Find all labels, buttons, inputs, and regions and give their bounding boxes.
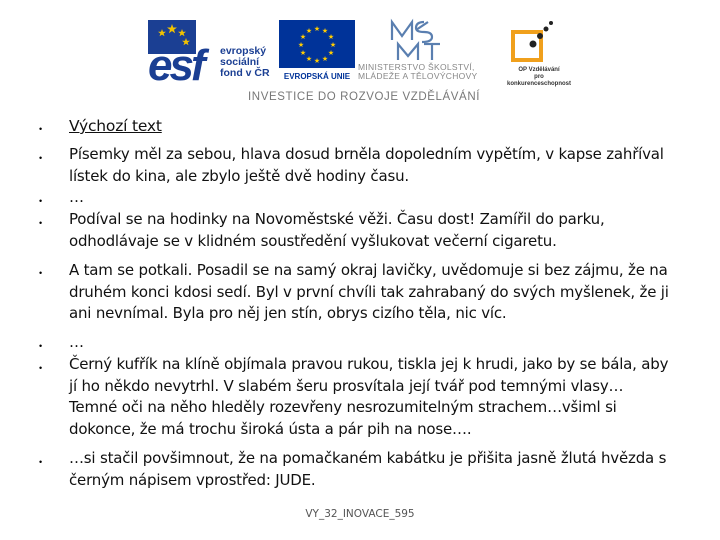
op-caption: OP Vzdělávání pro konkurenceschopnost [506, 67, 571, 87]
list-item: Podíval se na hodinky na Novoměstské věži. Času dost! Zamířil do parku, odhodlávaje se v klidném soustředění vyšlukovat večerní cigaretu. [69, 210, 605, 250]
svg-text:★: ★ [329, 41, 337, 49]
svg-text:★: ★ [327, 49, 335, 57]
op-logo [503, 18, 575, 87]
bullet-icon: • [39, 341, 43, 351]
bullet-icon: • [39, 153, 43, 163]
bullet-icon: • [39, 124, 43, 134]
bullet-icon: • [39, 196, 43, 206]
bullet-icon: • [39, 363, 43, 373]
svg-text:★: ★ [305, 27, 313, 35]
svg-text:★: ★ [299, 49, 307, 57]
list-item: … [69, 333, 84, 351]
logo-bar [0, 0, 720, 110]
svg-text:★: ★ [313, 57, 321, 65]
msmt-emblem-icon [358, 18, 488, 62]
list-item: Písemky měl za sebou, hlava dosud brněla dopoledním vypětím, v kapse zahříval lístek do kina, ale zbylo ještě dvě hodiny času. [69, 145, 664, 185]
svg-text:★: ★ [313, 25, 321, 33]
svg-text:★: ★ [297, 41, 305, 49]
svg-text:★: ★ [327, 33, 335, 41]
op-emblem-icon [503, 18, 575, 66]
bullet-icon: • [39, 218, 43, 228]
esf-logo [148, 20, 273, 90]
msmt-logo [358, 18, 488, 84]
bullet-icon: • [39, 457, 43, 467]
list-item: Černý kufřík na klíně objímala pravou rukou, tiskla jej k hrudi, jako by se bála, aby jí ho někdo nevytrhl. V slabém šeru prosvítala její tvář pod temnými vlasy…Temné oči na něho hleděly rozevřeny nesrozumitelným strachem…všiml si dokonce, že má trochu široká ústa a pár pih na nose…. [69, 355, 669, 438]
esf-wordmark: esf [148, 41, 203, 90]
svg-text:★: ★ [305, 55, 313, 63]
svg-text:★: ★ [299, 33, 307, 41]
heading: Výchozí text [69, 117, 162, 135]
list-item: … [69, 188, 84, 206]
svg-text:★: ★ [321, 55, 329, 63]
msmt-caption: MINISTERSTVO ŠKOLSTVÍ, MLÁDEŽE A TĚLOVÝCHOVY [358, 62, 478, 81]
esf-caption: evropský sociální fond v ČR [220, 45, 270, 79]
eu-logo [279, 20, 355, 82]
list-item: A tam se potkali. Posadil se na samý okraj lavičky, uvědomuje si bez zájmu, že na druhém konci kdosi sedí. Byl v první chvíli tak zahrabaný do svých myšlenek, že ji ani nevnímal. Byla pro něj jen stín, obrys cizího těla, nic víc. [69, 261, 669, 322]
svg-text:★: ★ [321, 27, 329, 35]
footer-code: VY_32_INOVACE_595 [305, 508, 415, 520]
eu-caption: EVROPSKÁ UNIE [283, 72, 351, 81]
investment-caption: INVESTICE DO ROZVOJE VZDĚLÁVÁNÍ [248, 91, 481, 103]
bullet-icon: • [39, 268, 43, 278]
eu-flag-icon [279, 20, 355, 68]
list-item: …si stačil povšimnout, že na pomačkaném kabátku je přišita jasně žlutá hvězda s černým nápisem vprostřed: JUDE. [69, 449, 667, 489]
